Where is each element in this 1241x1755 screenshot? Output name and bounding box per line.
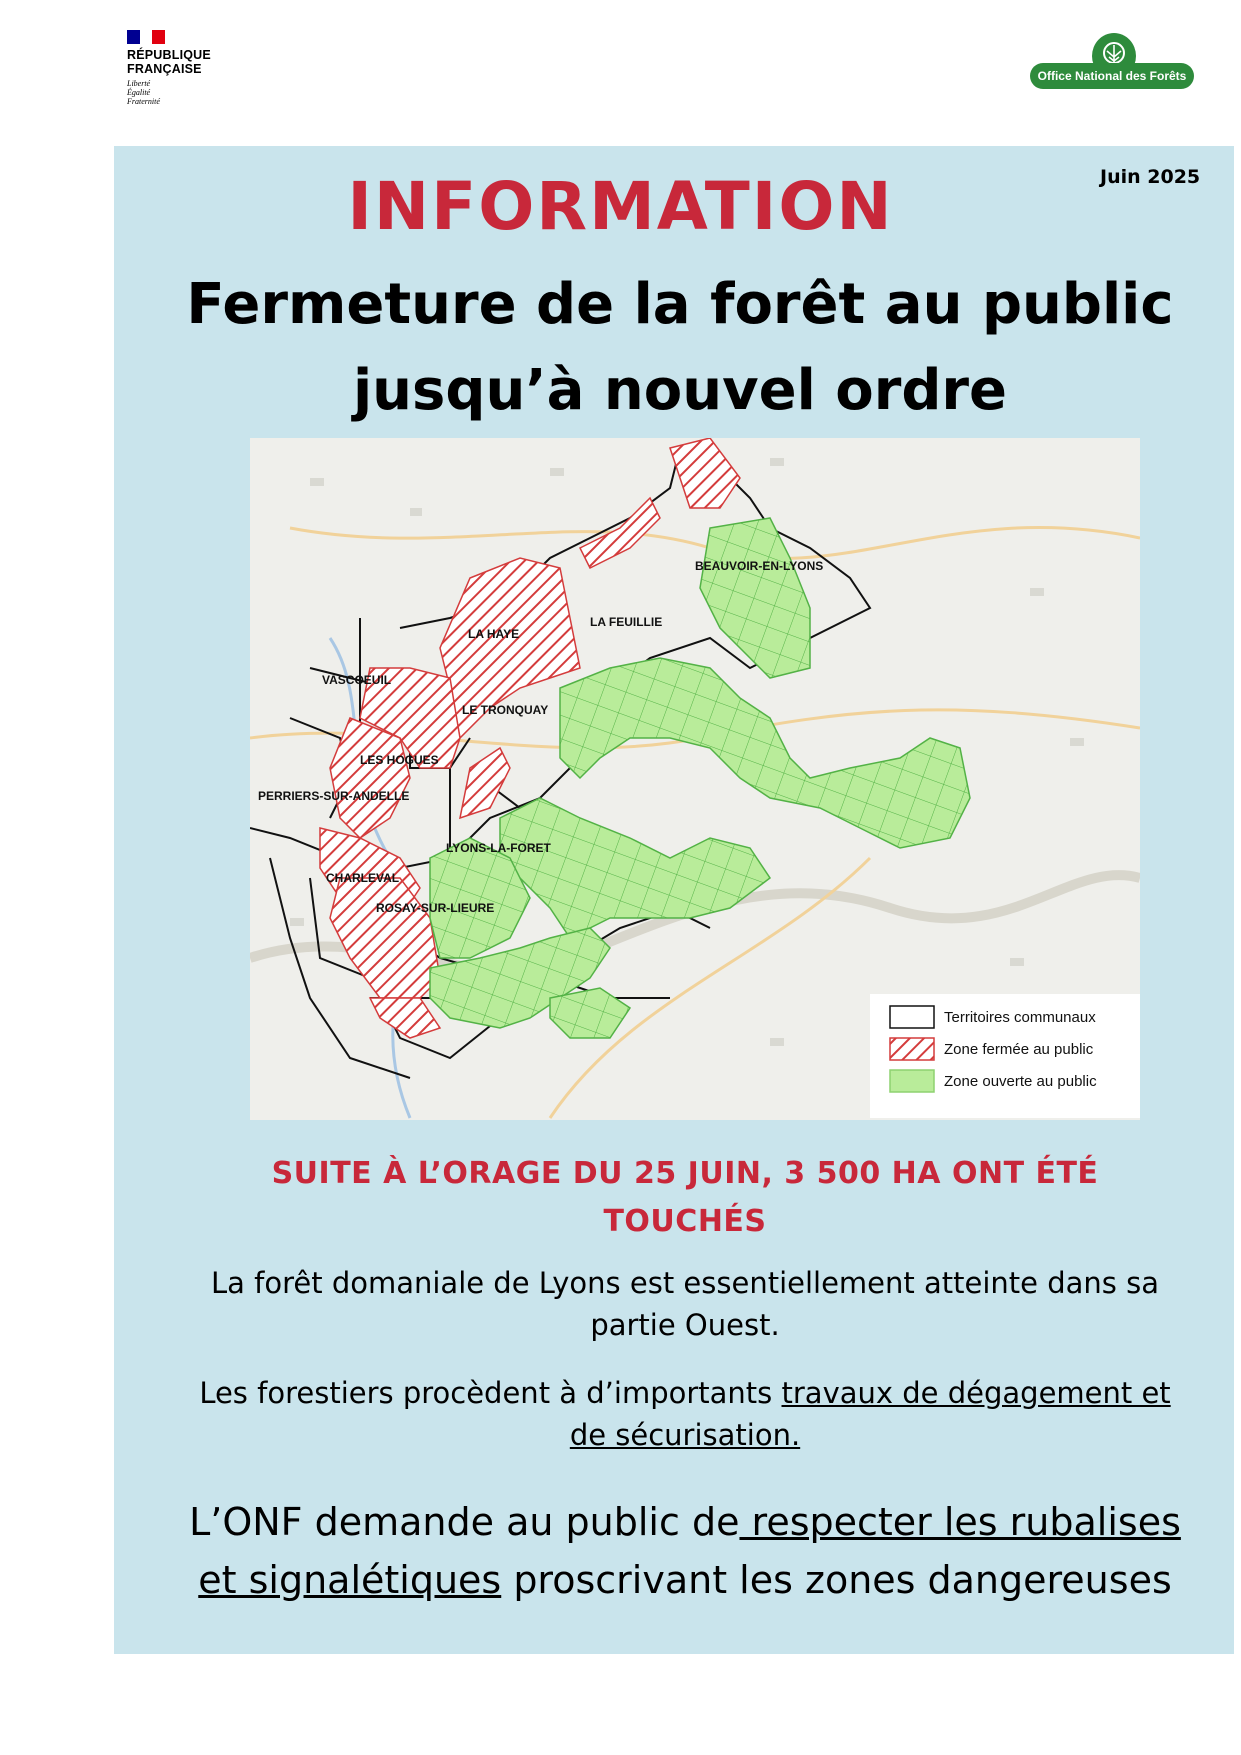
rf-name-line1: RÉPUBLIQUE	[127, 48, 211, 62]
rf-motto	[127, 79, 237, 106]
legend-swatch-territories	[890, 1006, 934, 1028]
map-label-vascoeuil: VASCOEUIL	[322, 673, 392, 687]
map-legend	[870, 994, 1140, 1118]
map-label-perriers-sur-andelle: PERRIERS-SUR-ANDELLE	[258, 789, 410, 803]
storm-line-1: SUITE À L’ORAGE DU 25 JUIN, 3 500 HA ONT ÉTÉ	[271, 1156, 1099, 1191]
storm-line-2: TOUCHÉS	[603, 1204, 767, 1239]
para2-text: Les forestiers procèdent à d’importants	[199, 1376, 782, 1410]
rf-name-line2: FRANÇAISE	[127, 62, 202, 76]
legend-swatch-closed	[890, 1038, 934, 1060]
works-underline-1: travaux de dégagement et	[781, 1376, 1171, 1410]
final-text-2: proscrivant les zones dangereuses	[501, 1558, 1172, 1602]
map-label-le-tronquay: LE TRONQUAY	[462, 703, 549, 717]
motto-egalite: Égalité	[127, 88, 151, 97]
final-text-1: L’ONF demande au public de	[189, 1500, 740, 1544]
map-label-rosay-sur-lieure: ROSAY-SUR-LIEURE	[376, 901, 495, 915]
map-label-la-feuillie: LA FEUILLIE	[590, 615, 663, 629]
storm-heading	[0, 1150, 1241, 1246]
headline-line-2: jusqu’à nouvel ordre	[352, 358, 1008, 423]
paragraph-forest-impact	[0, 1262, 1241, 1346]
para1-line-2: partie Ouest.	[590, 1308, 780, 1342]
map-label-la-haye: LA HAYE	[468, 627, 520, 641]
onf-name: Office National des Forêts	[1030, 63, 1194, 89]
french-flag-icon	[127, 30, 165, 44]
map-label-charleval: CHARLEVAL	[326, 871, 400, 885]
republique-francaise-logo	[127, 30, 237, 106]
legend-label-open: Zone ouverte au public	[944, 1073, 1097, 1090]
date-label: Juin 2025	[1100, 166, 1201, 188]
map-label-lyons-la-foret: LYONS-LA-FORET	[446, 841, 551, 855]
motto-fraternite: Fraternité	[127, 97, 160, 106]
forest-map	[250, 438, 1140, 1120]
headline	[0, 262, 1241, 434]
final-underline-2: et signalétiques	[198, 1558, 502, 1602]
legend-label-territories: Territoires communaux	[944, 1009, 1096, 1026]
page-title: INFORMATION	[347, 168, 894, 245]
para1-line-1: La forêt domaniale de Lyons est essentiellement atteinte dans sa	[211, 1266, 1159, 1300]
final-request	[0, 1493, 1241, 1609]
map-label-les-hogues: LES HOGUES	[360, 753, 439, 767]
headline-line-1: Fermeture de la forêt au public	[186, 272, 1174, 337]
paragraph-works	[0, 1372, 1241, 1456]
works-underline-2: de sécurisation.	[569, 1418, 801, 1452]
legend-swatch-open	[890, 1070, 934, 1092]
legend-label-closed: Zone fermée au public	[944, 1041, 1094, 1058]
onf-logo	[1030, 33, 1194, 99]
map-label-beauvoir-en-lyons: BEAUVOIR-EN-LYONS	[695, 559, 824, 573]
final-underline-1: respecter les rubalises	[739, 1500, 1181, 1544]
motto-liberte: Liberté	[127, 79, 151, 88]
